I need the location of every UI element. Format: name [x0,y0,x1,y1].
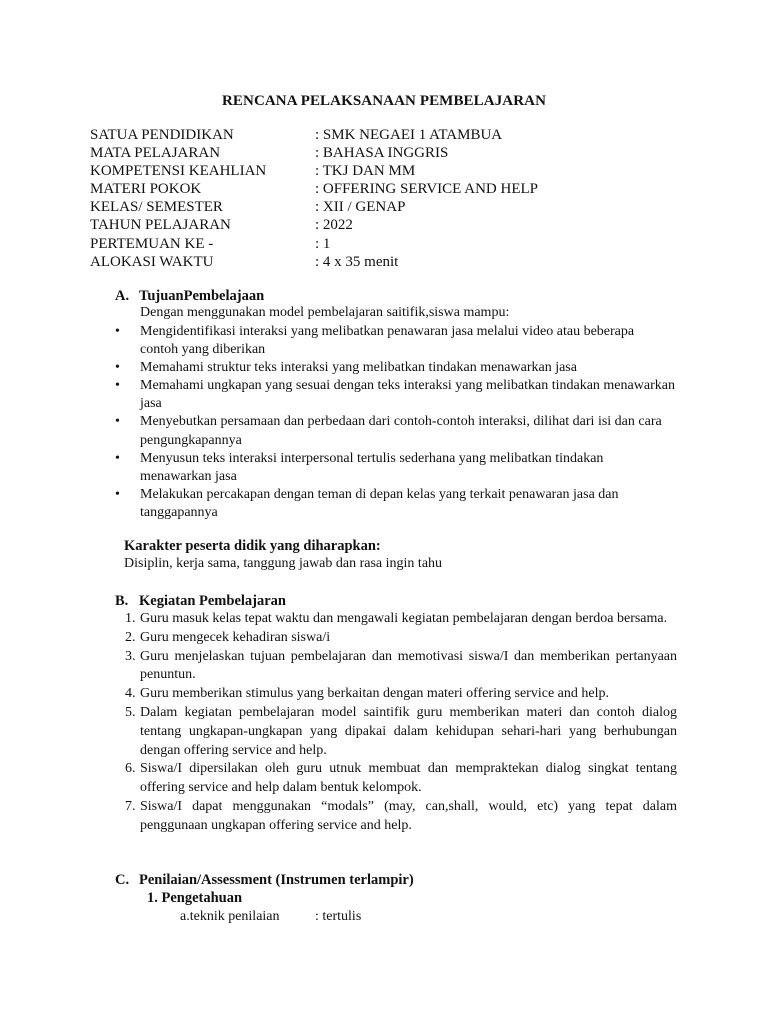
info-row [90,144,538,162]
section-b-heading [115,593,286,610]
list-item [125,629,677,648]
list-item-text: Memahami struktur teks interaksi yang melibatkan tindakan menawarkan jasa [140,360,577,376]
list-item-text: Siswa/I dapat menggunakan “modals” (may, can,shall, would, etc) yang tepat dalam penggunaan ungkapan offering service and help. [140,798,677,833]
list-item [115,359,675,377]
list-item [125,685,677,704]
info-row [90,198,538,216]
info-row [90,216,538,234]
info-label: TAHUN PELAJARAN [90,217,231,234]
list-item [125,798,677,836]
section-a-letter: A. [115,288,130,304]
info-value: : 4 x 35 menit [315,253,399,270]
list-number: 1. [125,611,136,626]
section-c-title: Penilaian/Assessment (Instrumen terlampir) [139,872,414,888]
bullet-icon: • [115,324,120,339]
info-row [90,253,538,271]
bullet-icon: • [115,360,120,376]
info-table [90,126,538,271]
list-number: 2. [125,629,136,645]
info-value: : SMK NEGAEI 1 ATAMBUA [315,127,503,143]
info-value: : 1 [315,235,331,252]
section-a-intro: Dengan menggunakan model pembelajaran saitifik,siswa mampu: [140,305,510,320]
list-item [115,413,675,449]
info-value: : XII / GENAP [315,199,406,216]
list-item-text: Guru mengecek kehadiran siswa/i [140,629,331,645]
list-item-text: Mengidentifikasi interaksi yang melibatkan penawaran jasa melalui video atau beberapa contoh yang diberikan [140,324,635,358]
list-item [125,760,677,798]
technique-label: a.teknik penilaian [180,909,280,924]
info-row [90,126,538,144]
list-item-text: Guru memberikan stimulus yang berkaitan dengan materi offering service and help. [140,686,609,702]
list-item-text: Memahami ungkapan yang sesuai dengan teks interaksi yang melibatkan tindakan menawarkan jasa [140,378,675,412]
list-item [125,648,677,686]
bullet-icon: • [115,450,120,466]
bullet-icon: • [115,414,120,430]
list-item [115,323,675,359]
info-label: SATUA PENDIDIKAN [90,127,234,143]
section-b-title: Kegiatan Pembelajaran [139,593,286,609]
activities-list [125,610,677,836]
objectives-list [115,323,675,522]
info-label: KELAS/ SEMESTER [90,199,223,216]
list-item-text: Guru masuk kelas tepat waktu dan mengawali kegiatan pembelajaran dengan berdoa bersama. [140,611,668,626]
info-row [90,180,538,198]
list-number: 3. [125,648,136,664]
section-c-heading [115,872,414,889]
info-label: MATA PELAJARAN [90,145,221,162]
list-number: 7. [125,798,136,814]
info-label: PERTEMUAN KE - [90,235,214,252]
info-value: : 2022 [315,217,353,234]
technique-row [180,909,361,925]
technique-value: : tertulis [315,909,362,924]
section-c-letter: C. [115,872,130,888]
info-value: : BAHASA INGGRIS [315,145,449,162]
list-item [115,486,675,522]
bullet-icon: • [115,378,120,394]
list-item-text: Siswa/I dipersilakan oleh guru utnuk membuat dan mempraktekan dialog singkat tentang offering service and help dalam bentuk kelompok. [140,761,677,796]
list-item [125,610,677,629]
list-item-text: Melakukan percakapan dengan teman di depan kelas yang terkait penawaran jasa dan tanggapannya [140,486,619,520]
list-number: 4. [125,686,136,702]
info-row [90,162,538,180]
character-text: Disiplin, kerja sama, tanggung jawab dan rasa ingin tahu [124,556,443,571]
section-b-letter: B. [115,593,129,609]
list-item-text: Guru menjelaskan tujuan pembelajaran dan memotivasi siswa/I dan memberikan pertanyaan penuntun. [140,648,677,683]
section-a-heading [115,288,264,305]
info-value: : TKJ DAN MM [315,163,416,180]
list-item-text: Menyusun teks interaksi interpersonal tertulis sederhana yang melibatkan tindakan menawarkan jasa [140,450,604,484]
info-row [90,235,538,253]
list-item [125,704,677,760]
list-item [115,377,675,413]
info-value: : OFFERING SERVICE AND HELP [315,181,538,198]
bullet-icon: • [115,486,120,502]
info-label: MATERI POKOK [90,181,202,198]
document-title: RENCANA PELAKSANAAN PEMBELAJARAN [221,93,547,109]
list-item-text: Menyebutkan persamaan dan perbedaan dari contoh-contoh interaksi, dilihat dari isi dan cara pengungkapannya [140,414,662,448]
character-heading: Karakter peserta didik yang diharapkan: [124,538,381,554]
info-label: ALOKASI WAKTU [90,253,214,270]
list-number: 5. [125,704,136,720]
list-item [115,450,675,486]
info-label: KOMPETENSI KEAHLIAN [90,163,267,180]
list-item-text: Dalam kegiatan pembelajaran model saintifik guru memberikan materi dan contoh dialog tentang ungkapan-ungkapan yang dipakai dalam kehidupan sehari-hari yang berhubungan dengan offering service and help. [140,704,677,758]
knowledge-heading: 1. Pengetahuan [147,890,243,906]
list-number: 6. [125,761,136,777]
section-a-title: TujuanPembelajaan [139,288,265,304]
